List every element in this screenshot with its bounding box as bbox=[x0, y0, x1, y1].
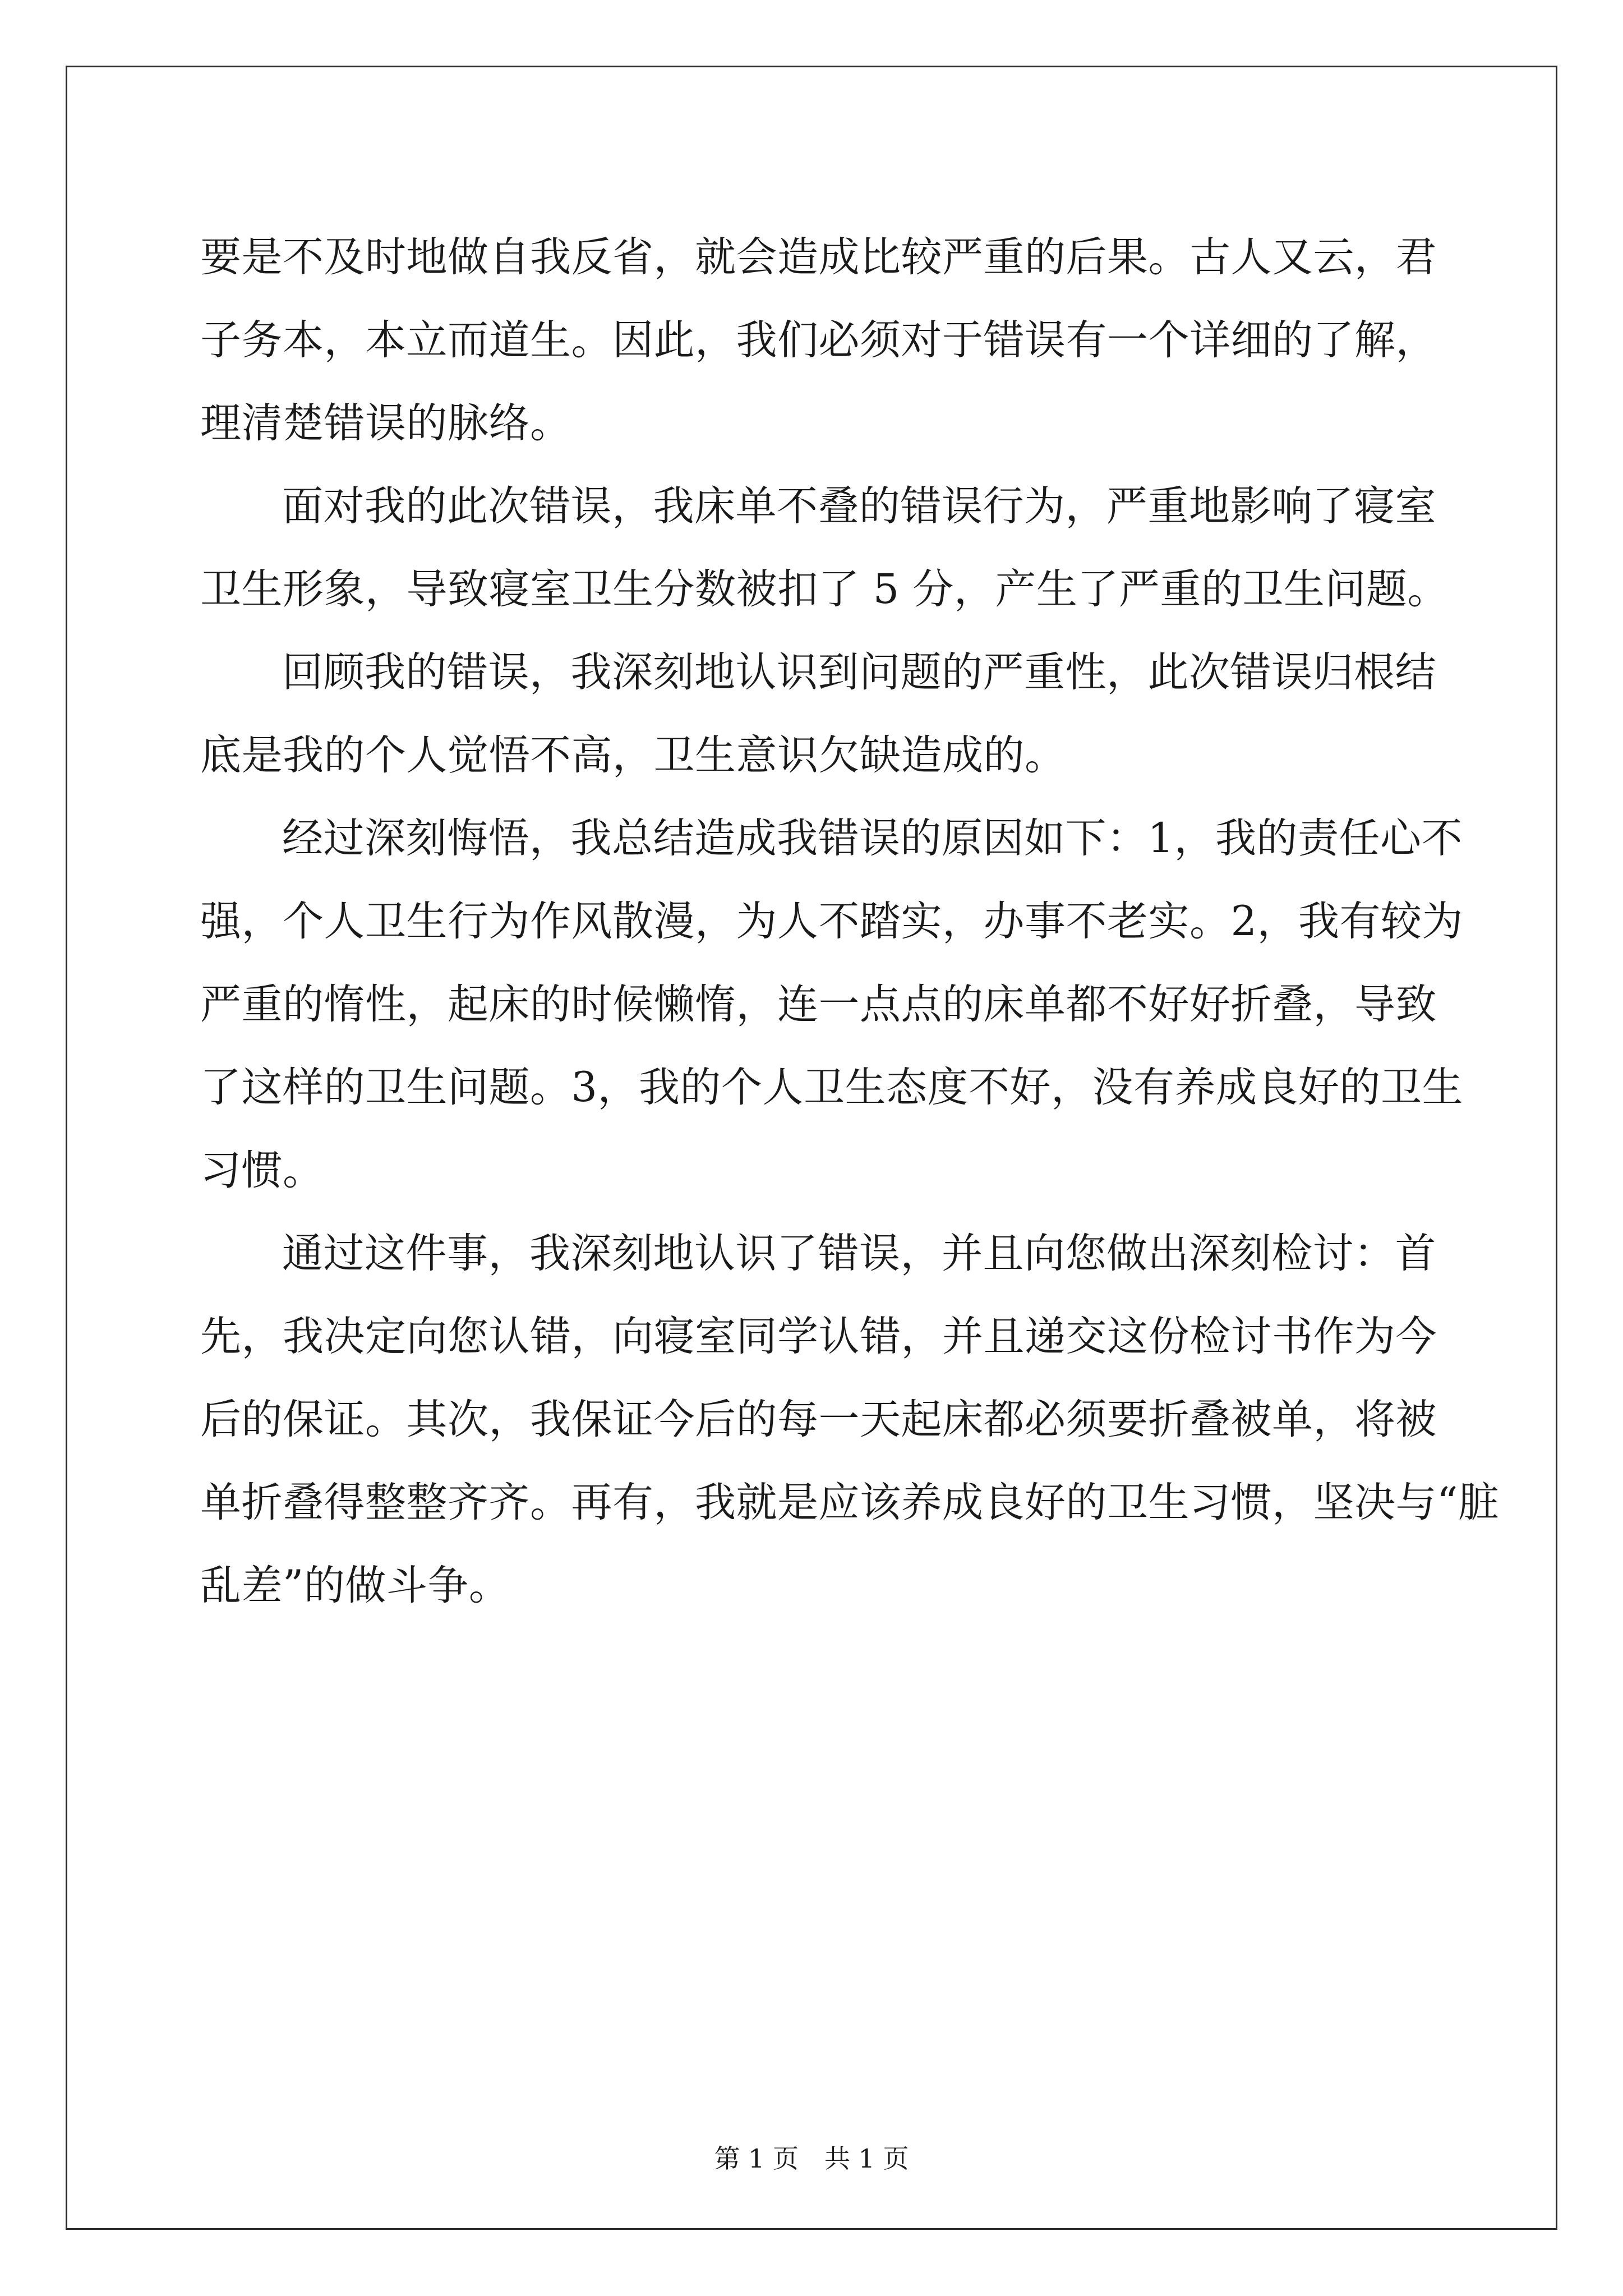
text-line: 理清楚错误的脉络。 bbox=[200, 399, 571, 447]
text-line: 底是我的个人觉悟不高，卫生意识欠缺造成的。 bbox=[200, 731, 1066, 779]
text-line: 习惯。 bbox=[200, 1147, 324, 1194]
text-line: 严重的惰性，起床的时候懒惰，连一点点的床单都不好好折叠，导致 bbox=[200, 981, 1437, 1028]
paragraph-start-line: 回顾我的错误，我深刻地认识到问题的严重性，此次错误归根结 bbox=[282, 648, 1436, 696]
text-line: 要是不及时地做自我反省，就会造成比较严重的后果。古人又云，君 bbox=[200, 233, 1437, 281]
text-line: 单折叠得整整齐齐。再有，我就是应该养成良好的卫生习惯，坚决与“脏 bbox=[200, 1479, 1500, 1526]
document-body bbox=[200, 216, 1500, 1627]
text-line: 了这样的卫生问题。3，我的个人卫生态度不好，没有养成良好的卫生 bbox=[200, 1064, 1463, 1111]
text-line: 强，个人卫生行为作风散漫，为人不踏实，办事不老实。2，我有较为 bbox=[200, 898, 1463, 945]
text-line: 子务本，本立而道生。因此，我们必须对于错误有一个详细的了解， bbox=[200, 316, 1437, 364]
page-footer bbox=[0, 2138, 1623, 2175]
text-line: 后的保证。其次，我保证今后的每一天起床都必须要折叠被单，将被 bbox=[200, 1396, 1437, 1443]
text-line: 卫生形象，导致寝室卫生分数被扣了 5 分，产生了严重的卫生问题。 bbox=[200, 565, 1449, 613]
page-total: 共 1 页 bbox=[824, 2143, 909, 2174]
paragraph-start-line: 经过深刻悔悟，我总结造成我错误的原因如下：1，我的责任心不 bbox=[282, 815, 1463, 862]
paragraph-start-line: 面对我的此次错误，我床单不叠的错误行为，严重地影响了寝室 bbox=[282, 482, 1436, 530]
text-line: 乱差”的做斗争。 bbox=[200, 1562, 510, 1609]
page-number: 第 1 页 bbox=[714, 2143, 799, 2174]
paragraph-start-line: 通过这件事，我深刻地认识了错误，并且向您做出深刻检讨：首 bbox=[282, 1230, 1436, 1277]
text-line: 先，我决定向您认错，向寝室同学认错，并且递交这份检讨书作为今 bbox=[200, 1313, 1437, 1360]
